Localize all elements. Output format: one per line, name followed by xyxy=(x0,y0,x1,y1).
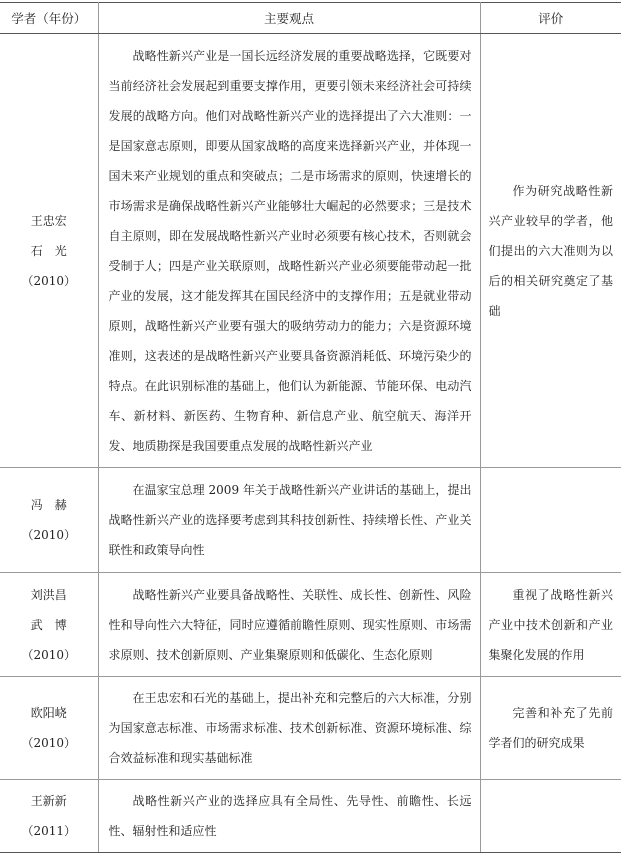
scholar-cell xyxy=(0,34,98,468)
comment-cell xyxy=(480,780,621,853)
view-text: 在温家宝总理 2009 年关于战略性新兴产业讲话的基础上，提出战略性新兴产业的选择要考虑到其科技创新性、持续增长性、产业关联性和政策导向性 xyxy=(108,483,472,557)
header-comment: 评价 xyxy=(480,3,621,34)
view-cell xyxy=(98,573,480,677)
table-row xyxy=(0,468,621,573)
scholar-name: 王新新 xyxy=(30,794,67,808)
scholar-year: （2011） xyxy=(21,824,77,838)
scholar-name: 冯 赫 xyxy=(30,498,67,512)
scholar-cell xyxy=(0,780,98,853)
view-cell xyxy=(98,780,480,853)
scholar-name: 武 博 xyxy=(30,617,67,632)
table-row xyxy=(0,677,621,780)
table-row xyxy=(0,780,621,853)
view-cell xyxy=(98,677,480,780)
comment-cell xyxy=(480,468,621,573)
scholar-year: （2010） xyxy=(21,736,77,750)
view-text: 在王忠宏和石光的基础上，提出补充和完整后的六大标准，分别为国家意志标准、市场需求标准、技术创新标准、资源环境标准、综合效益标准和现实基础标准 xyxy=(108,691,472,765)
literature-review-table xyxy=(0,2,621,853)
scholar-cell xyxy=(0,677,98,780)
comment-cell xyxy=(480,34,621,468)
header-view: 主要观点 xyxy=(98,3,480,34)
scholar-cell xyxy=(0,468,98,573)
table-row xyxy=(0,573,621,677)
view-text: 战略性新兴产业是一国长远经济发展的重要战略选择，它既要对当前经济社会发展起到重要支撑作用，更要引领未来经济社会可持续发展的战略方向。他们对战略性新兴产业的选择提出了六大准则：一是国家意志原则，即要从国家战略的高度来选择新兴产业，并体现一国未来产业规划的重点和突破点；二是市场需求的原则，快速增长的市场需求是确保战略性新兴产业能够壮大崛起的必然要求；三是技术自主原则，即在发展战略性新兴产业时必须要有核心技术，否则就会受制于人；四是产业关联原则，战略性新兴产业必须要能带动起一批产业的发展，这才能发挥其在国民经济中的支撑作用；五是就业带动原则，战略性新兴产业要有强大的吸纳劳动力的能力；六是资源环境准则，这表述的是战略性新兴产业要具备资源消耗低、环境污染少的特点。在此识别标准的基础上，他们认为新能源、节能环保、电动汽车、新材料、新医药、生物育种、新信息产业、航空航天、海洋开发、地质勘探是我国要重点发展的战略性新兴产业 xyxy=(108,48,472,453)
scholar-year: （2010） xyxy=(21,528,77,542)
scholar-cell xyxy=(0,573,98,677)
table-row xyxy=(0,34,621,468)
scholar-name: 石 光 xyxy=(30,243,67,258)
view-text: 战略性新兴产业的选择应具有全局性、先导性、前瞻性、长远性、辐射性和适应性 xyxy=(108,794,472,838)
scholar-year: （2010） xyxy=(21,647,77,662)
header-scholar: 学者（年份） xyxy=(0,3,98,34)
scholar-name: 王忠宏 xyxy=(30,213,67,228)
table-header-row xyxy=(0,3,621,34)
view-cell xyxy=(98,468,480,573)
scholar-name: 欧阳峣 xyxy=(30,706,67,720)
comment-cell xyxy=(480,677,621,780)
scholar-name: 刘洪昌 xyxy=(30,587,67,602)
comment-cell xyxy=(480,573,621,677)
comment-text: 作为研究战略性新兴产业较早的学者，他们提出的六大准则为以后的相关研究奠定了基础 xyxy=(488,183,613,318)
view-cell xyxy=(98,34,480,468)
view-text: 战略性新兴产业要具备战略性、关联性、成长性、创新性、风险性和导向性六大特征，同时应遵循前瞻性原则、现实性原则、市场需求原则、技术创新原则、产业集聚原则和低碳化、生态化原则 xyxy=(108,587,472,662)
comment-text: 完善和补充了先前学者们的研究成果 xyxy=(488,706,613,750)
scholar-year: （2010） xyxy=(21,273,77,288)
comment-text: 重视了战略性新兴产业中技术创新和产业集聚化发展的作用 xyxy=(488,587,613,662)
